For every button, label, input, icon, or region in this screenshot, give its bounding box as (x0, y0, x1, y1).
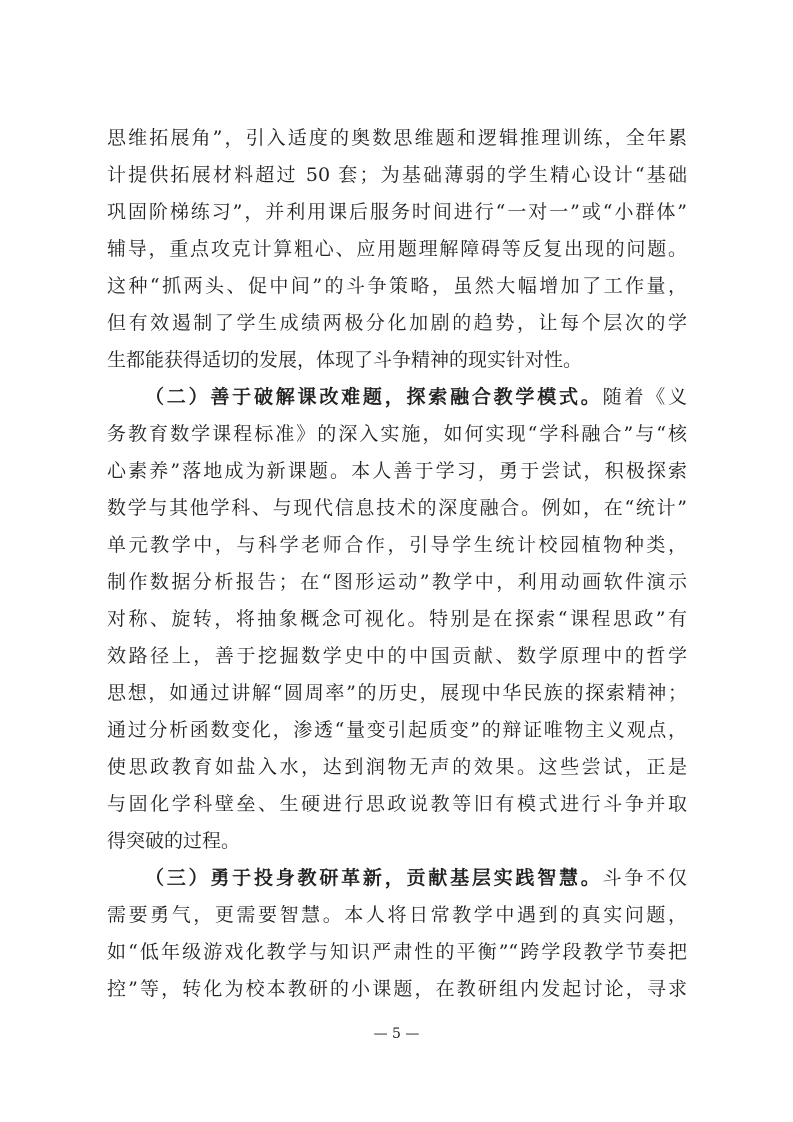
text-line: 使思政教育如盐入水，达到润物无声的效果。这些尝试，正是 (107, 756, 687, 778)
text-line: 巩固阶梯练习”，并利用课后服务时间进行“一对一”或“小群体” (107, 201, 687, 223)
text-line: 这种“抓两头、促中间”的斗争策略，虽然大幅增加了工作量， (107, 275, 687, 297)
heading-line-rest: 随着《义 (602, 386, 687, 408)
text-line: 控”等，转化为校本教研的小课题，在教研组内发起讨论，寻求 (107, 978, 687, 1000)
section-heading-line (145, 860, 687, 896)
section-heading-line (145, 379, 687, 415)
text-line: 思想，如通过讲解“圆周率”的历史，展现中华民族的探索精神； (107, 682, 687, 704)
page-number: — 5 — (373, 1026, 420, 1042)
text-line: 但有效遏制了学生成绩两极分化加剧的趋势，让每个层次的学 (107, 312, 687, 334)
text-line: 需要勇气，更需要智慧。本人将日常教学中遇到的真实问题， (107, 904, 687, 926)
text-line: 单元教学中，与科学老师合作，引导学生统计校园植物种类， (107, 534, 687, 556)
text-line: 数学与其他学科、与现代信息技术的深度融合。例如，在“统计” (107, 497, 687, 519)
heading-line-rest: 斗争不仅 (602, 867, 687, 889)
text-line: 辅导，重点攻克计算粗心、应用题理解障碍等反复出现的问题。 (107, 238, 687, 260)
text-line: 得突破的过程。 (107, 830, 241, 852)
text-line: 计提供拓展材料超过 50 套；为基础薄弱的学生精心设计“基础 (107, 164, 687, 186)
text-line: 生都能获得适切的发展，体现了斗争精神的现实针对性。 (107, 349, 583, 371)
text-line: 与固化学科壁垒、生硬进行思政说教等旧有模式进行斗争并取 (107, 793, 687, 815)
text-line: 务教育数学课程标准》的深入实施，如何实现“学科融合”与“核 (107, 423, 687, 445)
section-heading: （二）善于破解课改难题，探索融合教学模式。 (145, 386, 603, 408)
text-line: 思维拓展角”，引入适度的奥数思维题和逻辑推理训练，全年累 (107, 127, 687, 149)
text-line: 制作数据分析报告；在“图形运动”教学中，利用动画软件演示 (107, 571, 687, 593)
section-heading: （三）勇于投身教研革新，贡献基层实践智慧。 (145, 867, 603, 889)
text-line: 对称、旋转，将抽象概念可视化。特别是在探索“课程思政”有 (107, 608, 687, 630)
text-line: 通过分析函数变化，渗透“量变引起质变”的辩证唯物主义观点， (107, 719, 687, 741)
text-line: 心素养”落地成为新课题。本人善于学习，勇于尝试，积极探索 (107, 460, 687, 482)
text-line: 如“低年级游戏化教学与知识严肃性的平衡”“跨学段教学节奏把 (107, 941, 687, 963)
text-line: 效路径上，善于挖掘数学史中的中国贡献、数学原理中的哲学 (107, 645, 687, 667)
